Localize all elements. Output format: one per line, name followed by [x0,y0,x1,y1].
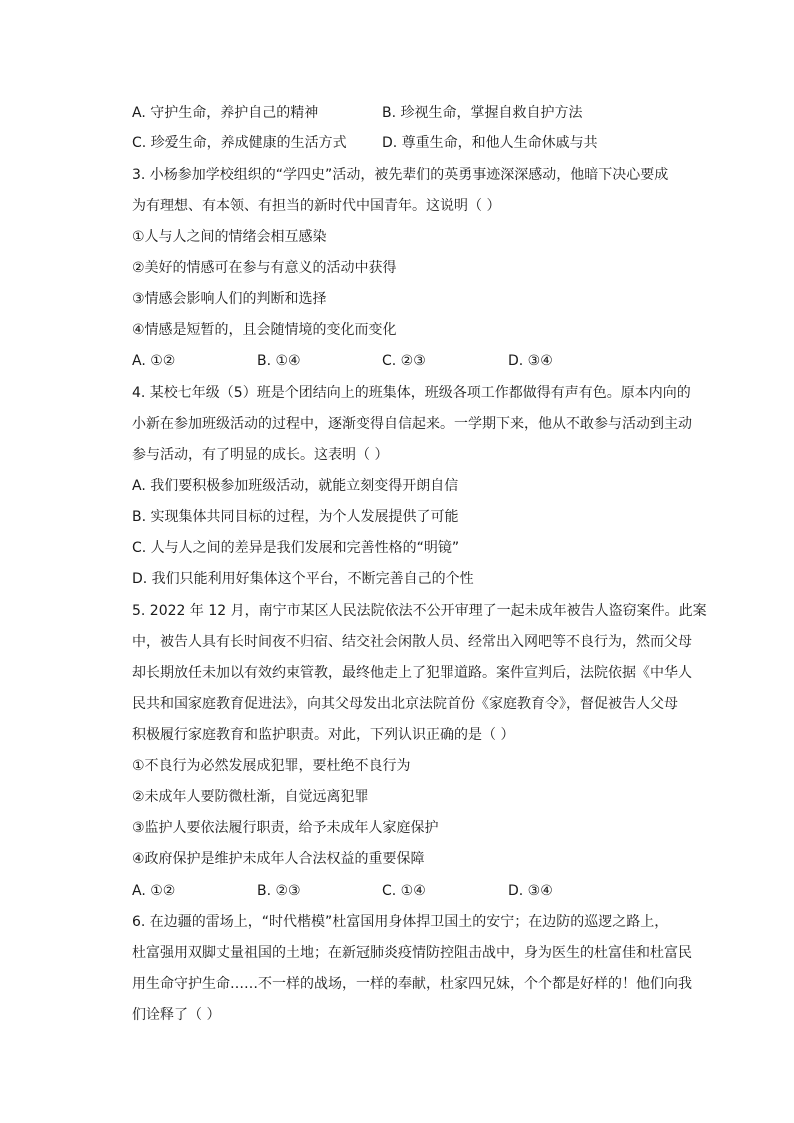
q4-option-b[interactable]: B. 实现集体共同目标的过程，为个人发展提供了可能 [132,509,459,525]
q3-option-b[interactable]: B. ①④ [257,353,301,369]
q2-option-a[interactable]: A. 守护生命，养护自己的精神 [132,105,319,121]
q3-option-c[interactable]: C. ②③ [382,353,426,369]
q5-stem-line-1: 5. 2022 年 12 月，南宁市某区人民法院依法不公开审理了一起未成年被告人盗窃案件。此案 [132,603,707,619]
q5-stem-line-3: 却长期放任未加以有效约束管教，最终他走上了犯罪道路。案件宣判后，法院依据《中华人 [132,665,692,681]
q5-stem-line-2: 中，被告人具有长时间夜不归宿、结交社会闲散人员、经常出入网吧等不良行为，然而父母 [132,634,692,650]
q5-statement-2: ②未成年人要防微杜渐，自觉远离犯罪 [132,789,369,805]
q5-statement-1: ①不良行为必然发展成犯罪，要杜绝不良行为 [132,758,411,774]
q4-stem-line-3: 参与活动，有了明显的成长。这表明（ ） [132,447,389,463]
q5-statement-3: ③监护人要依法履行职责，给予未成年人家庭保护 [132,820,439,836]
q6-stem-line-1: 6. 在边疆的雷场上，“时代楷模”杜富国用身体捍卫国土的安宁；在边防的巡逻之路上， [132,914,669,930]
q6-stem-line-2: 杜富强用双脚丈量祖国的土地；在新冠肺炎疫情防控阻击战中，身为医生的杜富佳和杜富民 [132,945,692,961]
q4-stem-line-1: 4. 某校七年级（5）班是个团结向上的班集体，班级各项工作都做得有声有色。原本内向的 [132,385,691,401]
q6-stem-line-3: 用生命守护生命……不一样的战场，一样的奉献，杜家四兄妹，个个都是好样的！他们向我 [132,976,692,992]
q2-options-row1 [132,103,712,123]
q4-option-a[interactable]: A. 我们要积极参加班级活动，就能立刻变得开朗自信 [132,478,459,494]
q6-stem-line-4: 们诠释了（ ） [132,1007,221,1023]
q3-option-a[interactable]: A. ①② [132,353,176,369]
q2-option-c[interactable]: C. 珍爱生命，养成健康的生活方式 [132,135,347,151]
q4-option-d[interactable]: D. 我们只能利用好集体这个平台，不断完善自己的个性 [132,571,474,587]
q5-option-c[interactable]: C. ①④ [382,883,426,899]
q3-stem-line-1: 3. 小杨参加学校组织的“学四史”活动，被先辈们的英勇事迹深深感动，他暗下决心要成 [132,167,669,183]
q2-option-d[interactable]: D. 尊重生命，和他人生命休戚与共 [382,135,598,151]
q5-options [132,881,712,901]
q3-statement-4: ④情感是短暂的，且会随情境的变化而变化 [132,322,397,338]
q5-statement-4: ④政府保护是维护未成年人合法权益的重要保障 [132,851,425,867]
q5-option-b[interactable]: B. ②③ [257,883,301,899]
q2-option-b[interactable]: B. 珍视生命，掌握自救自护方法 [382,105,583,121]
q2-options-row2 [132,133,712,153]
q5-stem-line-4: 民共和国家庭教育促进法》，向其父母发出北京法院首份《家庭教育令》，督促被告人父母 [132,696,678,712]
q3-stem-line-2: 为有理想、有本领、有担当的新时代中国青年。这说明（ ） [132,198,501,214]
q4-stem-line-2: 小新在参加班级活动的过程中，逐渐变得自信起来。一学期下来，他从不敢参与活动到主动 [132,416,692,432]
q5-option-a[interactable]: A. ①② [132,883,176,899]
q3-statement-2: ②美好的情感可在参与有意义的活动中获得 [132,260,397,276]
q3-statement-3: ③情感会影响人们的判断和选择 [132,291,327,307]
q3-option-d[interactable]: D. ③④ [508,353,553,369]
q4-option-c[interactable]: C. 人与人之间的差异是我们发展和完善性格的“明镜” [132,540,460,556]
q3-options [132,351,712,371]
q3-statement-1: ①人与人之间的情绪会相互感染 [132,229,327,245]
q5-stem-line-5: 积极履行家庭教育和监护职责。对此，下列认识正确的是（ ） [132,727,515,743]
q5-option-d[interactable]: D. ③④ [508,883,553,899]
